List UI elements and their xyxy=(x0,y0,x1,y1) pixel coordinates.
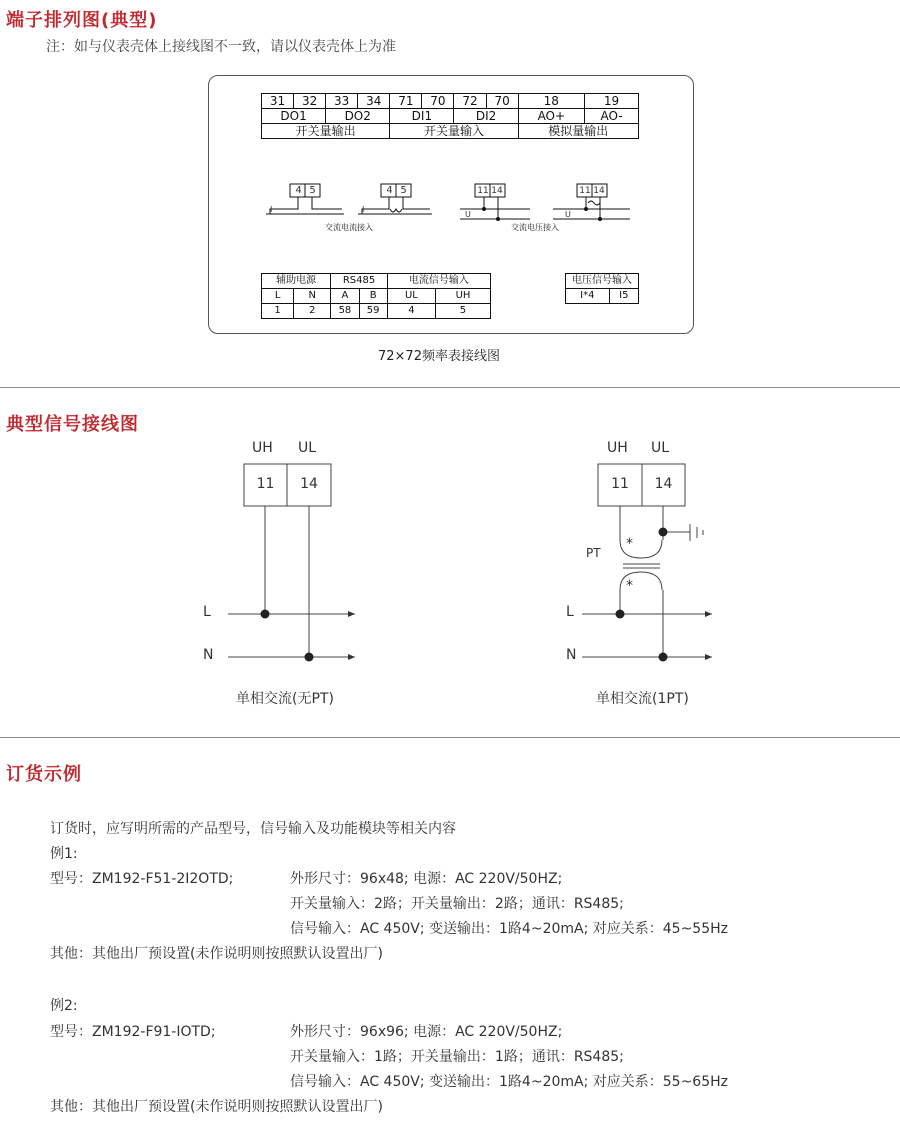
table-cell: I*4 xyxy=(566,289,610,304)
terminal-number: 31 xyxy=(262,94,294,109)
polarity-star: * xyxy=(626,536,633,552)
table-cell: B xyxy=(359,289,387,304)
table-cell: 5 xyxy=(435,304,490,319)
terminal-category: 开关量输入 xyxy=(390,124,518,139)
current-input-caption: 交流电流接入 xyxy=(325,223,373,232)
right-diagram-caption: 单相交流(1PT) xyxy=(596,691,689,707)
example-2-other: 其他：其他出厂预设置(未作说明则按照默认设置出厂) xyxy=(50,1099,383,1115)
table-header: 电流信号输入 xyxy=(387,274,490,289)
table-cell: 58 xyxy=(331,304,359,319)
terminal-number: 32 xyxy=(294,94,326,109)
mini-terminal-label: 4 xyxy=(295,185,302,196)
mini-terminal-label: 4 xyxy=(386,185,393,196)
example-1-spec-line: 外形尺寸：96x48; 电源：AC 220V/50HZ; xyxy=(290,871,563,887)
terminal-number: 34 xyxy=(358,94,390,109)
mini-terminal-label: 14 xyxy=(491,186,503,196)
example-2-spec-line: 信号输入：AC 450V; 变送输出：1路4~20mA; 对应关系：55~65Hz xyxy=(290,1074,728,1090)
terminal-group: AO- xyxy=(585,109,639,124)
table-cell: 4 xyxy=(387,304,435,319)
section-divider xyxy=(0,737,900,738)
example-1-spec-line: 信号输入：AC 450V; 变送输出：1路4~20mA; 对应关系：45~55Hz xyxy=(290,921,728,937)
polarity-star: * xyxy=(626,578,633,594)
l-line-label: L xyxy=(203,604,211,620)
i-label: I xyxy=(270,205,273,214)
mini-terminal-label: 5 xyxy=(400,185,407,196)
table-header: 电压信号输入 xyxy=(566,274,639,289)
n-line-label: N xyxy=(566,647,577,663)
terminal-group: DO1 xyxy=(262,109,326,124)
terminal-group: DI2 xyxy=(454,109,518,124)
example-1-spec-line: 开关量输入：2路；开关量输出：2路；通讯：RS485; xyxy=(290,896,624,912)
panel-caption: 72×72频率表接线图 xyxy=(378,349,500,364)
ul-label: UL xyxy=(298,440,317,456)
example-1-other: 其他：其他出厂预设置(未作说明则按照默认设置出厂) xyxy=(50,946,383,962)
terminal-group: AO+ xyxy=(518,109,584,124)
table-header: 辅助电源 xyxy=(262,274,331,289)
u-label: U xyxy=(565,210,571,219)
terminal-number: 71 xyxy=(390,94,422,109)
junction-dot xyxy=(305,653,314,662)
table-cell: 59 xyxy=(359,304,387,319)
example-2-label: 例2: xyxy=(50,998,78,1014)
note-text: 注：如与仪表壳体上接线图不一致，请以仪表壳体上为准 xyxy=(46,39,396,55)
terminal-number: 33 xyxy=(326,94,358,109)
order-intro: 订货时，应写明所需的产品型号，信号输入及功能模块等相关内容 xyxy=(50,821,456,837)
table-cell: N xyxy=(294,289,331,304)
table-cell: I5 xyxy=(609,289,638,304)
terminal-14-label: 14 xyxy=(300,476,318,492)
l-line-label: L xyxy=(566,604,574,620)
junction-dot xyxy=(261,610,270,619)
pt-label: PT xyxy=(586,546,601,560)
table-cell: UH xyxy=(435,289,490,304)
terminal-number: 70 xyxy=(486,94,518,109)
mini-terminal-label: 11 xyxy=(477,186,489,196)
example-2-spec-line: 外形尺寸：96x96; 电源：AC 220V/50HZ; xyxy=(290,1024,563,1040)
terminal-number: 19 xyxy=(585,94,639,109)
terminal-11-label: 11 xyxy=(256,476,275,492)
mini-terminal-label: 14 xyxy=(593,186,605,196)
uh-label: UH xyxy=(607,440,628,456)
table-header: RS485 xyxy=(331,274,387,289)
u-label: U xyxy=(465,210,471,219)
ul-label: UL xyxy=(651,440,670,456)
junction-dot xyxy=(659,528,668,537)
table-cell: UL xyxy=(387,289,435,304)
section-title-signal-wiring: 典型信号接线图 xyxy=(6,414,139,435)
section-title-order-example: 订货示例 xyxy=(6,764,82,785)
example-2-spec-line: 开关量输入：1路；开关量输出：1路；通讯：RS485; xyxy=(290,1049,624,1065)
table-cell: 2 xyxy=(294,304,331,319)
example-1-model: 型号：ZM192-F51-2I2OTD; xyxy=(50,871,234,887)
terminal-11-label: 11 xyxy=(611,476,629,492)
mini-terminal-label: 5 xyxy=(309,185,316,196)
example-2-model: 型号：ZM192-F91-IOTD; xyxy=(50,1024,216,1040)
terminal-category: 开关量输出 xyxy=(262,124,390,139)
n-line-label: N xyxy=(203,647,214,663)
section-title-terminal-layout: 端子排列图(典型) xyxy=(6,10,158,31)
terminal-number: 70 xyxy=(422,94,454,109)
table-cell: A xyxy=(331,289,359,304)
mini-terminal-label: 11 xyxy=(579,186,591,196)
left-diagram-caption: 单相交流(无PT) xyxy=(236,691,334,707)
uh-label: UH xyxy=(252,440,273,456)
table-cell: 1 xyxy=(262,304,294,319)
terminal-number: 72 xyxy=(454,94,486,109)
terminal-group: DI1 xyxy=(390,109,454,124)
terminal-14-label: 14 xyxy=(654,476,673,492)
example-1-label: 例1: xyxy=(50,846,78,862)
terminal-group: DO2 xyxy=(326,109,390,124)
junction-dot xyxy=(659,653,668,662)
junction-dot xyxy=(616,610,625,619)
terminal-number: 18 xyxy=(518,94,584,109)
i-label: I xyxy=(362,205,365,214)
terminal-category: 模拟量输出 xyxy=(518,124,638,139)
voltage-input-caption: 交流电压接入 xyxy=(511,223,559,232)
table-cell: L xyxy=(262,289,294,304)
